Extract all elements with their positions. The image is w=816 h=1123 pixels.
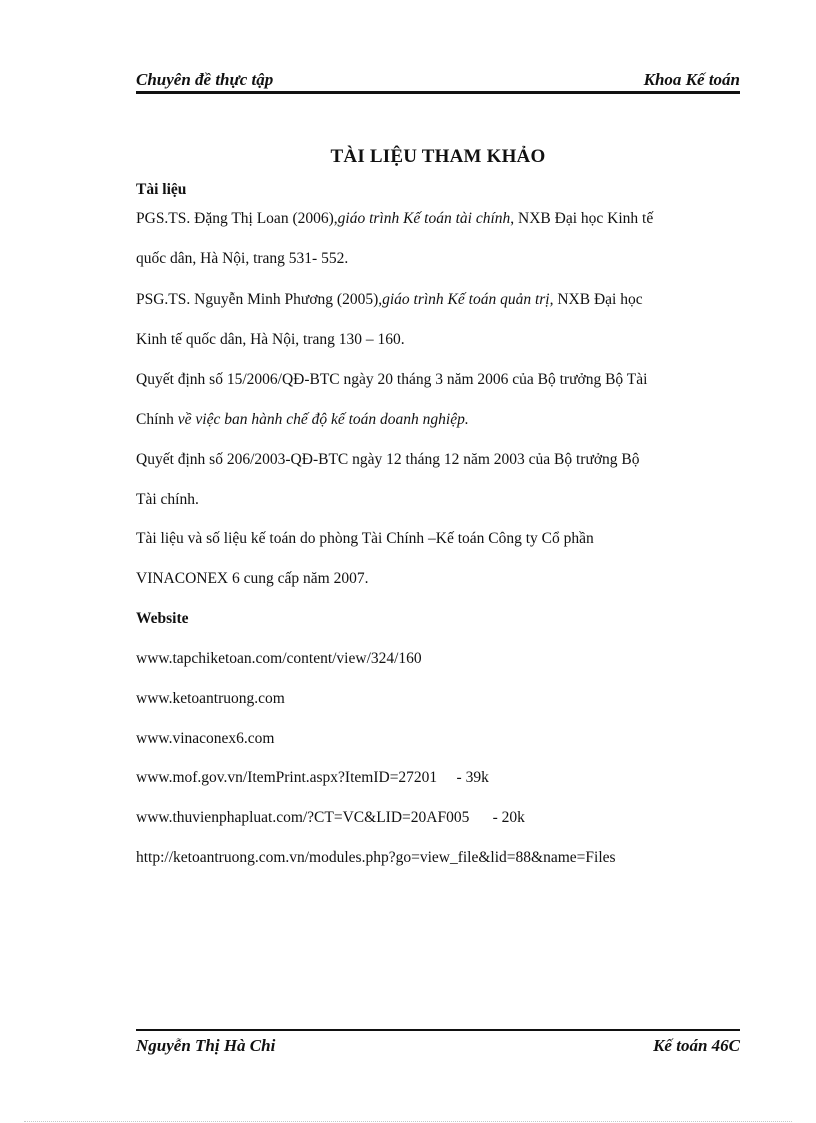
header-left-text: Chuyên đề thực tập	[136, 70, 274, 89]
reference-book-title: giáo trình Kế toán tài chính	[337, 210, 511, 227]
reference-4-line-1: Quyết định số 206/2003-QĐ-BTC ngày 12 tháng 12 năm 2003 của Bộ trưởng Bộ	[136, 451, 640, 468]
website-link-4[interactable]: www.mof.gov.vn/ItemPrint.aspx?ItemID=27201 - 39k	[136, 769, 489, 786]
reference-2-line-1	[136, 291, 740, 309]
reference-text: PSG.TS. Nguyễn Minh Phương (2005),	[136, 291, 383, 308]
reference-2-line-2: Kinh tế quốc dân, Hà Nội, trang 130 – 160.	[136, 331, 405, 348]
website-link-3[interactable]: www.vinaconex6.com	[136, 730, 275, 747]
website-link-1[interactable]: www.tapchiketoan.com/content/view/324/160	[136, 650, 422, 667]
reference-1-line-2: quốc dân, Hà Nội, trang 531- 552.	[136, 250, 349, 267]
reference-subject: về việc ban hành chế độ kế toán doanh nghiệp.	[177, 411, 469, 428]
page-footer	[136, 1034, 740, 1056]
page-title: TÀI LIỆU THAM KHẢO	[330, 146, 546, 167]
reference-text: Chính	[136, 411, 178, 428]
footer-class: Kế toán 46C	[653, 1036, 740, 1055]
footer-author: Nguyễn Thị Hà Chi	[136, 1036, 276, 1055]
section-heading-documents: Tài liệu	[136, 181, 187, 198]
website-link-6[interactable]: http://ketoantruong.com.vn/modules.php?go=view_file&lid=88&name=Files	[136, 849, 616, 866]
reference-4-line-2: Tài chính.	[136, 491, 199, 508]
header-divider	[136, 91, 740, 94]
reference-text: PGS.TS. Đặng Thị Loan (2006),	[136, 210, 338, 227]
section-heading-websites: Website	[136, 610, 189, 627]
reference-text: NXB Đại học	[553, 291, 643, 308]
reference-5-line-2: VINACONEX 6 cung cấp năm 2007.	[136, 570, 369, 587]
reference-1-line-1	[136, 210, 740, 228]
page-header	[136, 68, 740, 90]
reference-3-line-2	[136, 411, 740, 429]
footer-divider	[136, 1029, 740, 1031]
header-right-text: Khoa Kế toán	[643, 70, 740, 89]
website-link-2[interactable]: www.ketoantruong.com	[136, 690, 285, 707]
reference-book-title: giáo trình Kế toán quản trị,	[382, 291, 554, 308]
website-link-5[interactable]: www.thuvienphapluat.com/?CT=VC&LID=20AF005 - 20k	[136, 809, 525, 826]
reference-5-line-1: Tài liệu và số liệu kế toán do phòng Tài Chính –Kế toán Công ty Cổ phần	[136, 530, 594, 547]
page-break-line	[24, 1121, 792, 1122]
reference-3-line-1: Quyết định số 15/2006/QĐ-BTC ngày 20 tháng 3 năm 2006 của Bộ trưởng Bộ Tài	[136, 371, 648, 388]
reference-text: , NXB Đại học Kinh tế	[510, 210, 654, 227]
